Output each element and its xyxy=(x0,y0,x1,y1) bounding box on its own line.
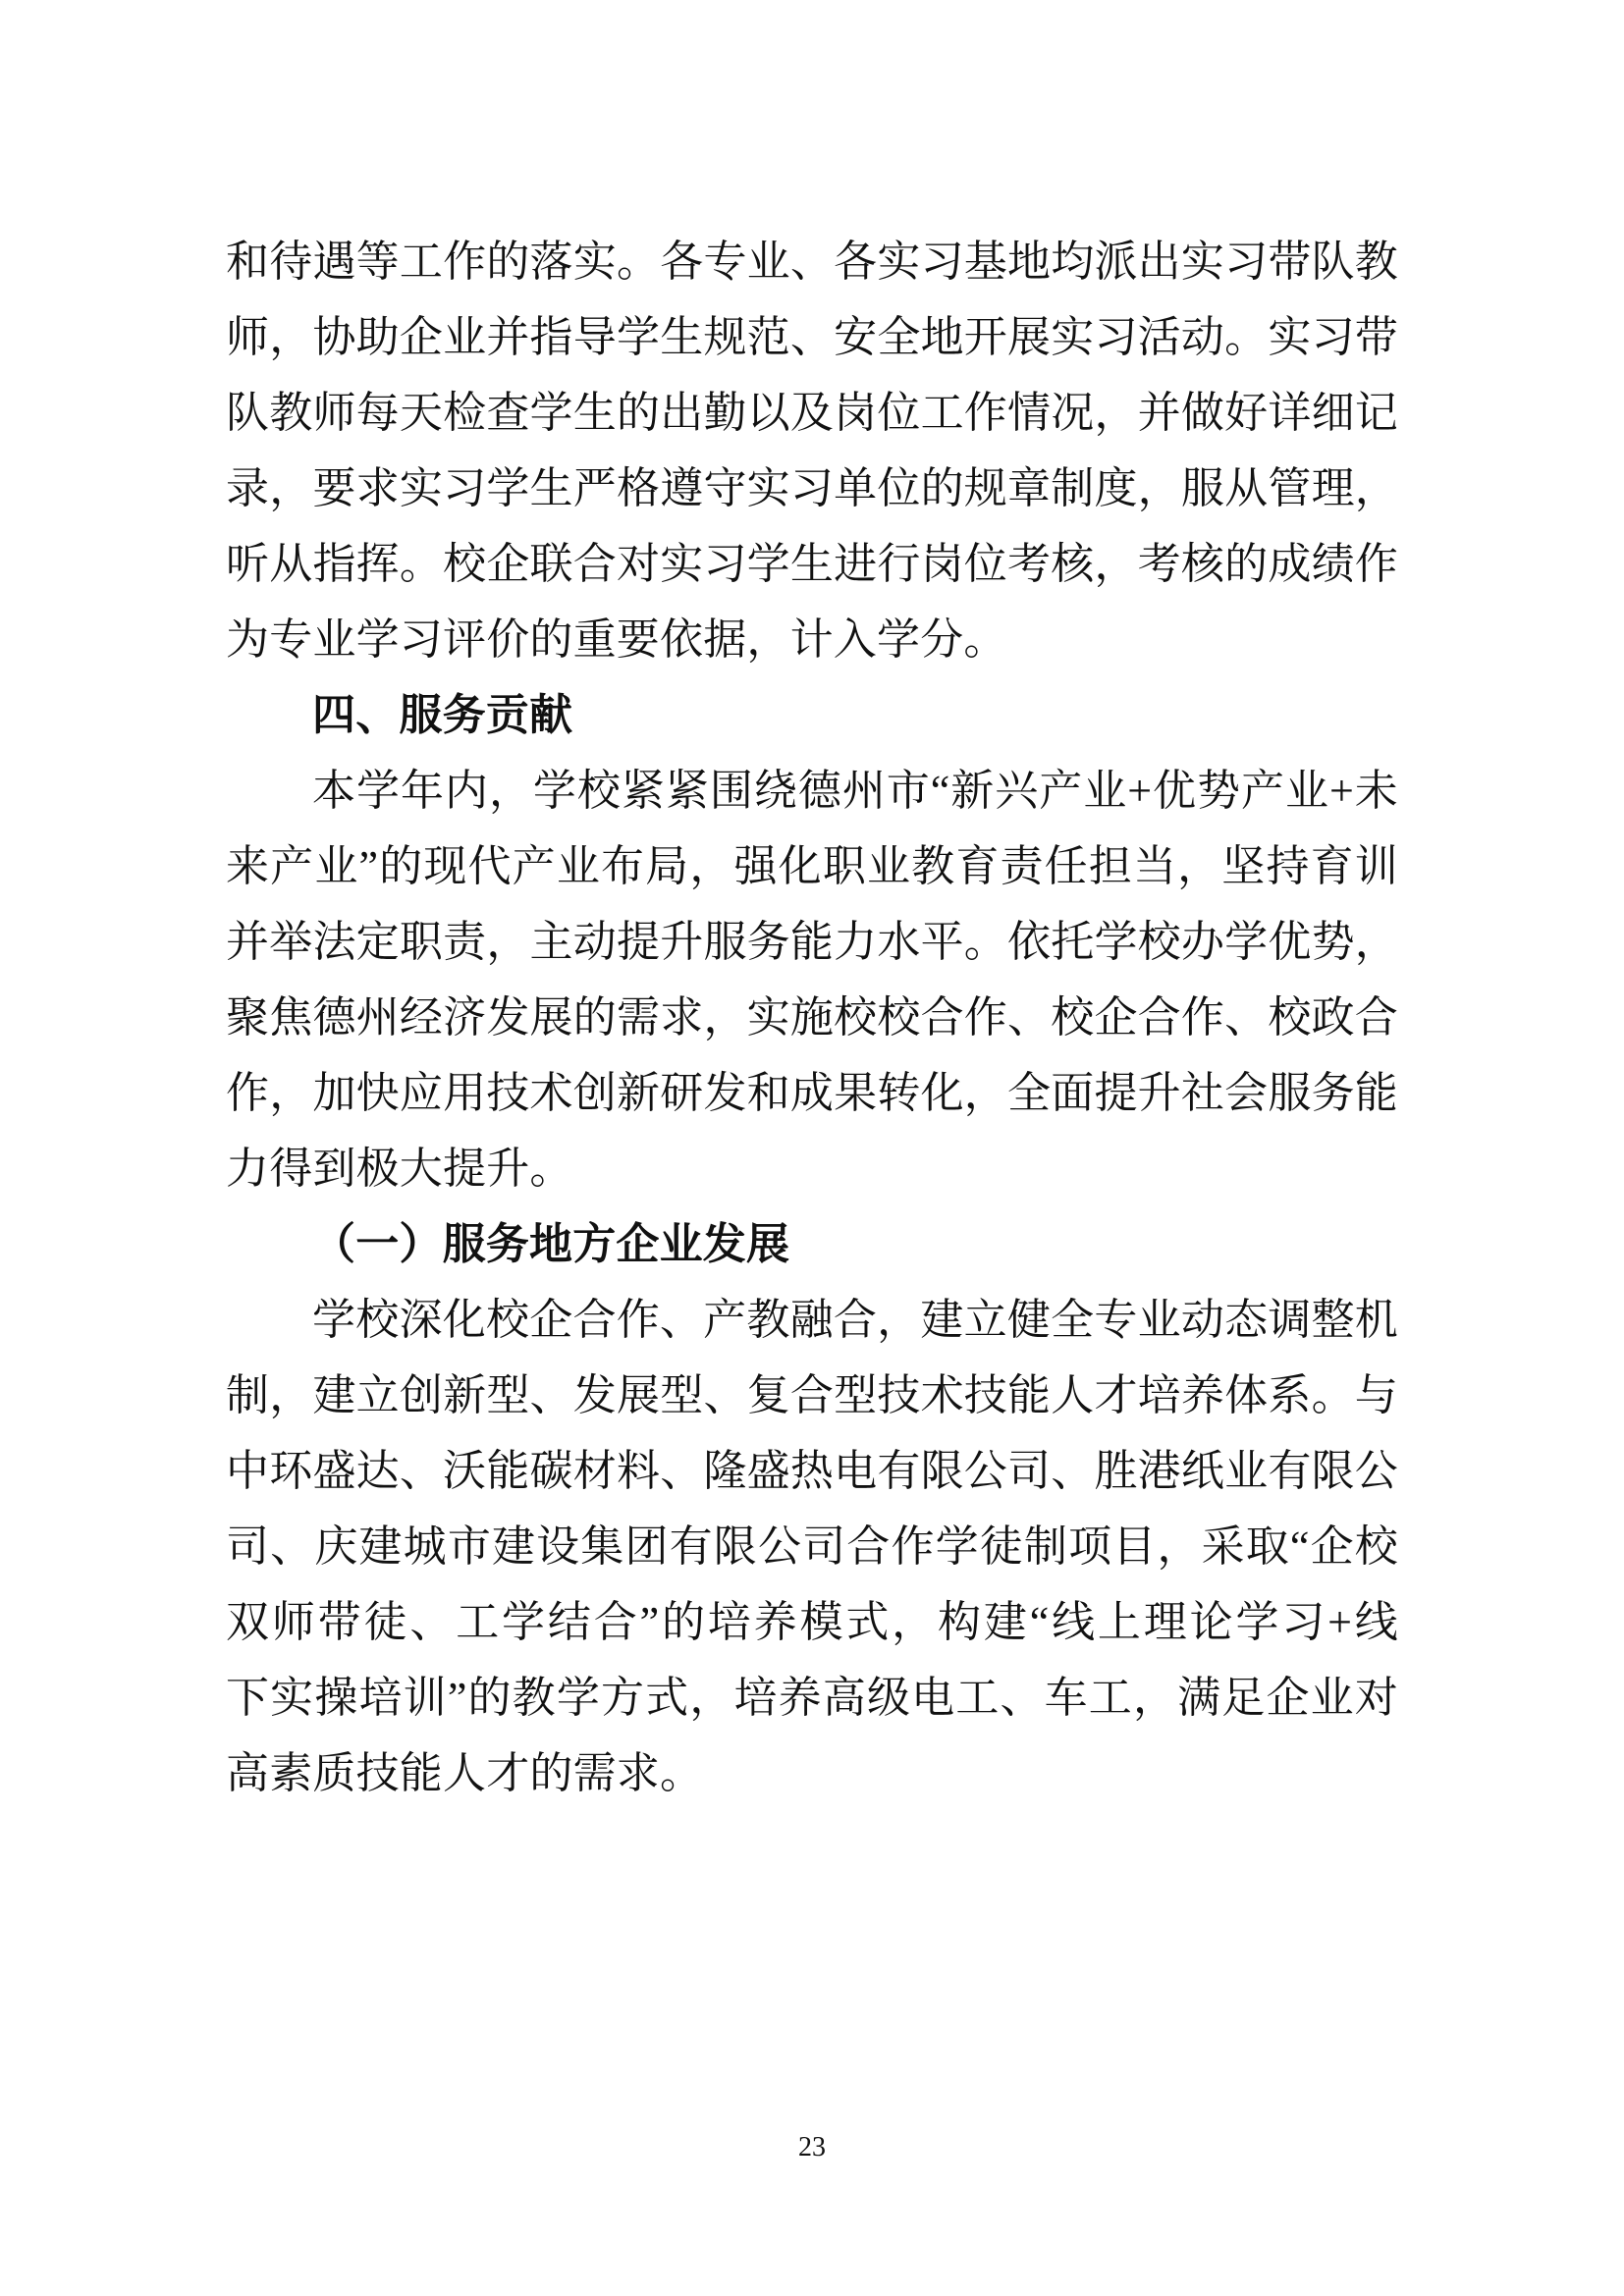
subsection-heading: （一）服务地方企业发展 xyxy=(312,1220,790,1268)
text-line: 学校深化校企合作、产教融合，建立健全专业动态调整机 xyxy=(312,1296,1398,1344)
text-line: 听从指挥。校企联合对实习学生进行岗位考核，考核的成绩作 xyxy=(226,540,1398,588)
text-line: 中环盛达、沃能碳材料、隆盛热电有限公司、胜港纸业有限公 xyxy=(226,1447,1398,1495)
text-line: 来产业”的现代产业布局，强化职业教育责任担当，坚持育训 xyxy=(226,842,1398,890)
text-line: 制，建立创新型、发展型、复合型技术技能人才培养体系。与 xyxy=(226,1371,1398,1419)
text-line: 和待遇等工作的落实。各专业、各实习基地均派出实习带队教 xyxy=(226,238,1398,286)
text-line: 司、庆建城市建设集团有限公司合作学徒制项目，采取“企校 xyxy=(226,1522,1398,1571)
text-line: 聚焦德州经济发展的需求，实施校校合作、校企合作、校政合 xyxy=(226,993,1398,1041)
text-line: 双师带徒、工学结合”的培养模式，构建“线上理论学习+线 xyxy=(226,1598,1398,1646)
text-line: 下实操培训”的教学方式，培养高级电工、车工，满足企业对 xyxy=(226,1674,1398,1722)
text-line: 队教师每天检查学生的出勤以及岗位工作情况，并做好详细记 xyxy=(226,389,1398,437)
text-line: 录，要求实习学生严格遵守实习单位的规章制度，服从管理， xyxy=(226,464,1398,512)
text-line: 并举法定职责，主动提升服务能力水平。依托学校办学优势， xyxy=(226,918,1398,966)
text-line: 作，加快应用技术创新研发和成果转化，全面提升社会服务能 xyxy=(226,1069,1398,1117)
text-line: 为专业学习评价的重要依据，计入学分。 xyxy=(226,615,1007,664)
text-line: 本学年内，学校紧紧围绕德州市“新兴产业+优势产业+未 xyxy=(312,767,1398,815)
text-line: 师，协助企业并指导学生规范、安全地开展实习活动。实习带 xyxy=(226,313,1398,361)
text-line: 力得到极大提升。 xyxy=(226,1145,573,1193)
page-number: 23 xyxy=(798,2132,826,2163)
text-line: 高素质技能人才的需求。 xyxy=(226,1749,704,1797)
document-body xyxy=(226,224,1398,1811)
section-heading: 四、服务贡献 xyxy=(312,691,573,739)
